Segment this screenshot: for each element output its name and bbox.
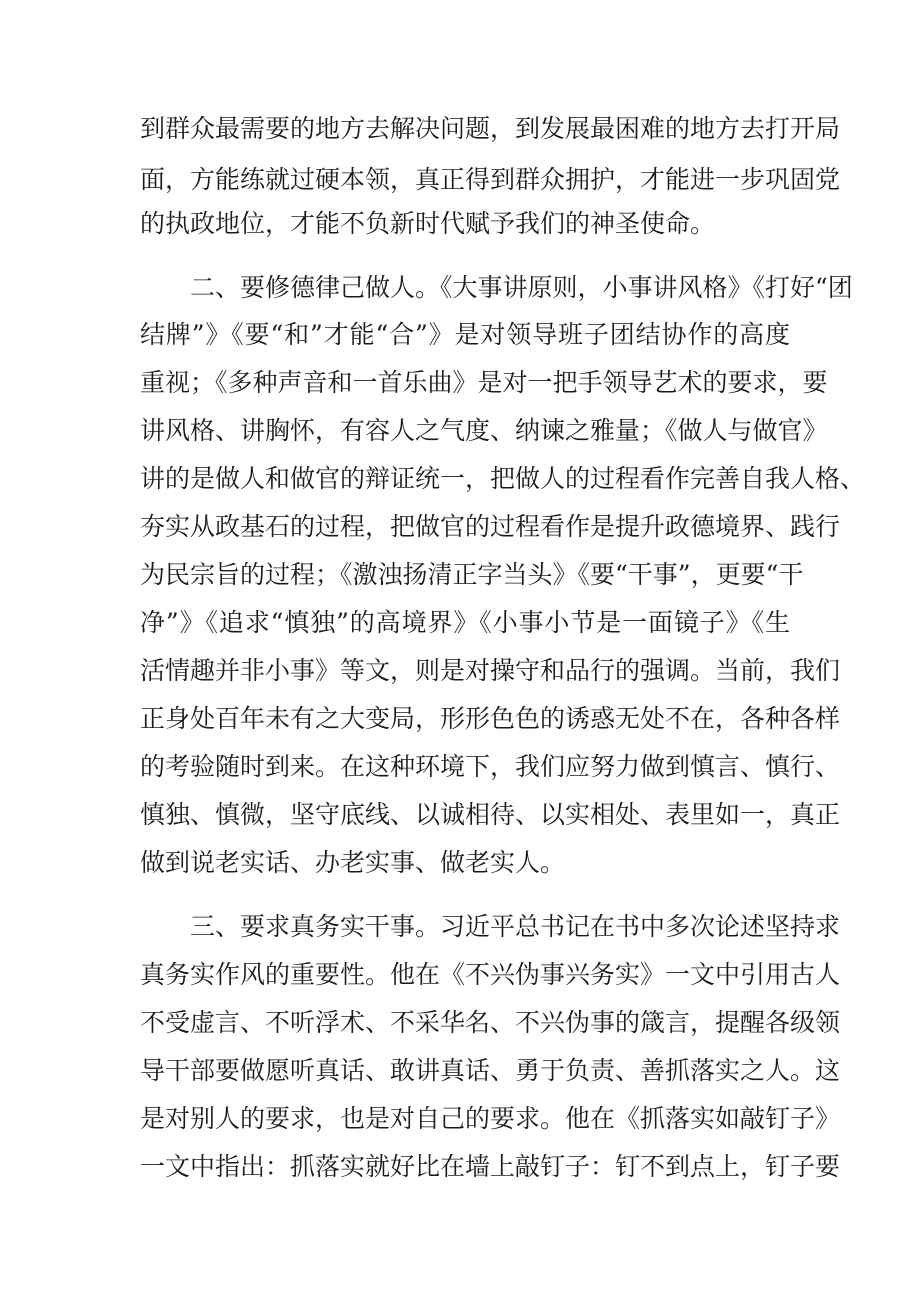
text-line: 慎独、慎微，坚守底线、以诚相待、以实相处、表里如一，真正: [140, 800, 841, 829]
text-line: 真务实作风的重要性。他在《不兴伪事兴务实》一文中引用古人: [140, 960, 841, 989]
text-line: 结牌”》《要“和”才能“合”》是对领导班子团结协作的高度: [140, 320, 790, 349]
text-line: 净”》《追求“慎独”的高境界》《小事小节是一面镜子》《生: [140, 608, 790, 637]
text-line: 不受虚言、不听浮术、不采华名、不兴伪事的箴言，提醒各级领: [140, 1008, 841, 1037]
text-line: 正身处百年未有之大变局，形形色色的诱惑无处不在，各种各样: [140, 704, 841, 733]
text-line: 是对别人的要求，也是对自己的要求。他在《抓落实如敲钉子》: [140, 1104, 841, 1133]
text-line: 一文中指出：抓落实就好比在墙上敲钉子：钉不到点上，钉子要: [140, 1152, 841, 1181]
text-line: 面，方能练就过硬本领，真正得到群众拥护，才能进一步巩固党: [140, 165, 841, 194]
text-line: 的执政地位，才能不负新时代赋予我们的神圣使命。: [140, 209, 716, 238]
text-line: 讲的是做人和做官的辩证统一，把做人的过程看作完善自我人格、: [140, 464, 866, 493]
text-line: 二、要修德律己做人。《大事讲原则，小事讲风格》《打好“团: [190, 273, 853, 302]
text-line: 讲风格、讲胸怀，有容人之气度、纳谏之雅量；《做人与做官》: [140, 416, 828, 445]
text-line: 三、要求真务实干事。习近平总书记在书中多次论述坚持求: [190, 912, 841, 941]
text-line: 活情趣并非小事》等文，则是对操守和品行的强调。当前，我们: [140, 656, 841, 685]
text-line: 导干部要做愿听真话、敢讲真话、勇于负责、善抓落实之人。这: [140, 1056, 841, 1085]
text-line: 为民宗旨的过程；《激浊扬清正字当头》《要“干事”，更要“干: [140, 560, 804, 589]
text-line: 夯实从政基石的过程，把做官的过程看作是提升政德境界、践行: [140, 512, 841, 541]
text-line: 到群众最需要的地方去解决问题，到发展最困难的地方去打开局: [140, 114, 841, 143]
text-line: 做到说老实话、办老实事、做老实人。: [140, 848, 566, 877]
text-line: 的考验随时到来。在这种环境下，我们应努力做到慎言、慎行、: [140, 752, 841, 781]
text-line: 重视；《多种声音和一首乐曲》是对一把手领导艺术的要求，要: [140, 368, 828, 397]
